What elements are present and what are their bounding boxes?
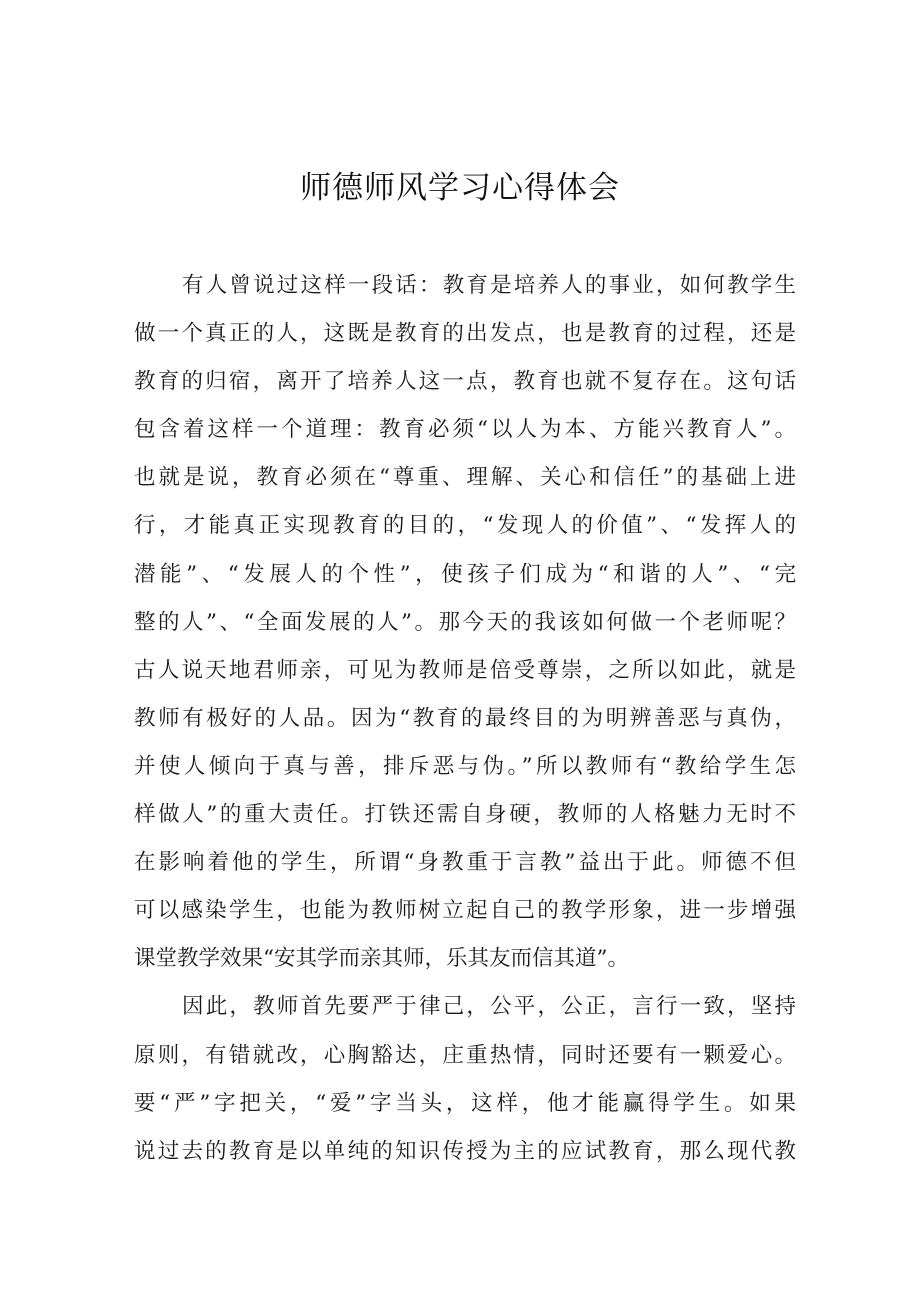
text-line: 有人曾说过这样一段话：教育是培养人的事业，如何教学生 xyxy=(182,273,796,298)
document-body xyxy=(134,262,796,1176)
text-line: 包含着这样一个道理：教育必须“以人为本、方能兴教育人”。 xyxy=(134,417,796,443)
document-title: 师德师风学习心得体会 xyxy=(300,170,620,206)
text-line: 教育的归宿，离开了培养人这一点，教育也就不复存在。这句话 xyxy=(134,369,796,395)
text-line: 要“严”字把关，“爱”字当头，这样，他才能赢得学生。如果 xyxy=(134,1090,796,1116)
paragraph-1 xyxy=(134,262,796,983)
text-line: 因此，教师首先要严于律己，公平，公正，言行一致，坚持 xyxy=(182,994,796,1020)
paragraph-2 xyxy=(134,983,796,1175)
text-line: 可以感染学生，也能为教师树立起自己的教学形象，进一步增强 xyxy=(134,898,796,924)
text-line: 行，才能真正实现教育的目的，“发现人的价值”、“发挥人的 xyxy=(134,513,796,539)
text-line: 并使人倾向于真与善，排斥恶与伪。”所以教师有“教给学生怎 xyxy=(134,753,796,779)
text-line: 教师有极好的人品。因为“教育的最终目的为明辨善恶与真伪， xyxy=(134,705,796,731)
text-line: 古人说天地君师亲，可见为教师是倍受尊崇，之所以如此，就是 xyxy=(134,657,796,683)
text-line: 说过去的教育是以单纯的知识传授为主的应试教育，那么现代教 xyxy=(134,1138,796,1164)
text-line: 也就是说，教育必须在“尊重、理解、关心和信任”的基础上进 xyxy=(134,465,796,491)
text-line: 样做人”的重大责任。打铁还需自身硬，教师的人格魅力无时不 xyxy=(134,802,796,828)
text-line: 整的人”、“全面发展的人”。那今天的我该如何做一个老师呢？ xyxy=(134,609,796,635)
text-line: 做一个真正的人，这既是教育的出发点，也是教育的过程，还是 xyxy=(134,321,796,347)
text-line: 潜能”、“发展人的个性”，使孩子们成为“和谐的人”、“完 xyxy=(134,561,796,587)
text-line: 在影响着他的学生，所谓“身教重于言教”益出于此。师德不但 xyxy=(134,850,796,876)
text-line: 原则，有错就改，心胸豁达，庄重热情，同时还要有一颗爱心。 xyxy=(134,1042,796,1068)
text-line: 课堂教学效果“安其学而亲其师，乐其友而信其道”。 xyxy=(134,946,629,972)
